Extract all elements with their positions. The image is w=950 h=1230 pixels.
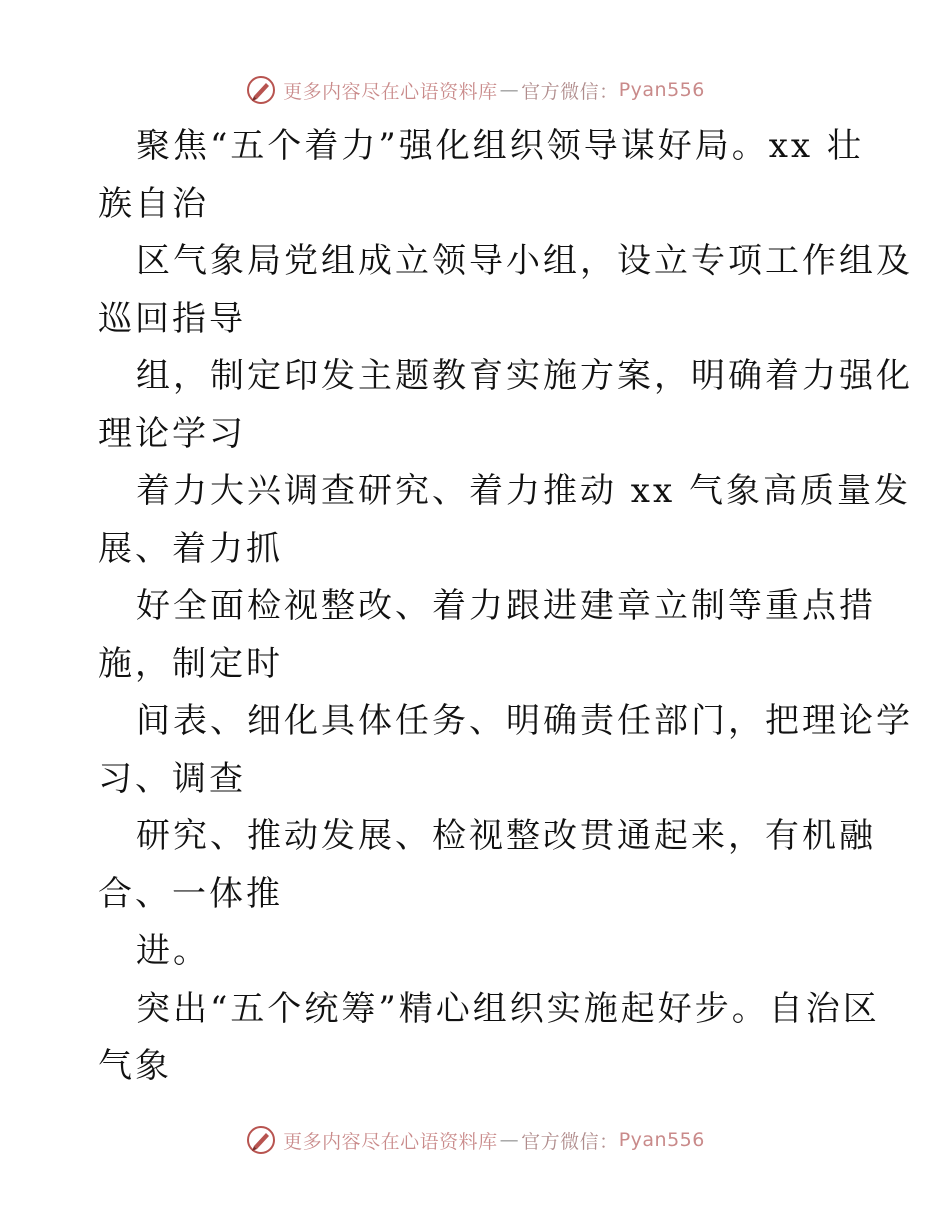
footer-watermark [0, 1124, 950, 1156]
text-line: 研究、推动发展、检视整改贯通起来，有机融 [136, 816, 876, 856]
text-line: 气象 [98, 1046, 172, 1086]
watermark-label: 官方微信： [521, 1130, 619, 1153]
watermark-text: 更多内容尽在心语资料库 [283, 1130, 498, 1153]
watermark-wechat-id: Pyan556 [618, 1129, 705, 1151]
text-line: 进。 [136, 931, 210, 971]
watermark-label: 官方微信： [521, 80, 619, 103]
text-line: 族自治 [98, 183, 209, 224]
text-line: 施，制定时 [98, 643, 283, 684]
text-line: 理论学习 [98, 413, 246, 454]
pen-logo-icon [245, 1124, 277, 1156]
text-line: 聚焦“五个着力”强化组织领导谋好局。xx 壮 [136, 126, 864, 166]
text-line: 巡回指导 [98, 298, 246, 339]
watermark-separator: — [499, 1129, 520, 1151]
text-line: 间表、细化具体任务、明确责任部门，把理论学 [136, 701, 913, 741]
pen-logo-icon [245, 74, 277, 106]
header-watermark [0, 74, 950, 106]
text-line: 习、调查 [98, 758, 246, 799]
watermark-text: 更多内容尽在心语资料库 [283, 80, 498, 103]
watermark-wechat-id: Pyan556 [618, 79, 705, 101]
text-line: 区气象局党组成立领导小组，设立专项工作组及 [136, 241, 913, 281]
text-line: 组，制定印发主题教育实施方案，明确着力强化 [136, 356, 913, 396]
text-line: 好全面检视整改、着力跟进建章立制等重点措 [136, 586, 876, 626]
text-line: 合、一体推 [98, 873, 283, 914]
watermark-separator: — [499, 79, 520, 101]
text-line: 着力大兴调查研究、着力推动 xx 气象高质量发 [136, 471, 911, 511]
text-line: 展、着力抓 [98, 528, 283, 569]
document-body [98, 118, 913, 1096]
text-line: 突出“五个统筹”精心组织实施起好步。自治区 [136, 988, 880, 1029]
